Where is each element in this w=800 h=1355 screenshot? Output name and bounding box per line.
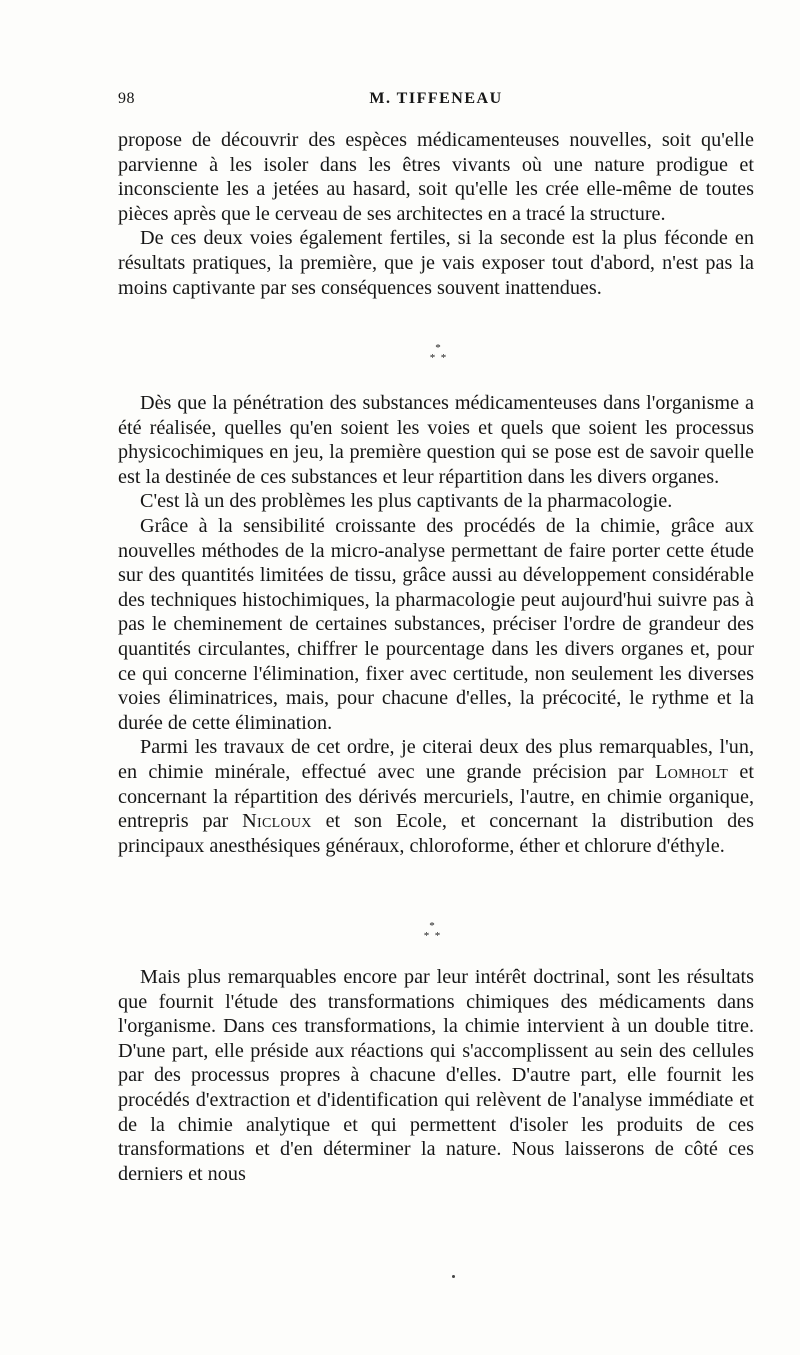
paragraph: C'est là un des problèmes les plus captivants de la pharmacologie. xyxy=(140,490,673,513)
section-transformations xyxy=(118,965,754,1186)
paragraph: propose de découvrir des espèces médicamenteuses nouvelles, soit qu'elle parvienne à les isoler dans les êtres vivants où une nature prodigue et inconsciente les a jetées au hasard, soit qu'elle les crée elle-même de toutes pièces après que le cerveau de ses architectes en a tracé la structure. xyxy=(118,129,754,225)
print-speck xyxy=(452,1275,455,1278)
running-head: M. TIFFENEAU xyxy=(369,90,503,107)
paragraph: Grâce à la sensibilité croissante des procédés de la chimie, grâce aux nouvelles méthodes de la micro-analyse permettant de faire porter cette étude sur des quantités limitées de tissu, grâce aussi au développement considérable des techniques histochimiques, la pharmacologie peut aujourd'hui suivre pas à pas le cheminement de certaines substances, préciser l'ordre de grandeur des quantités circulantes, chiffrer le pourcentage dans les divers organes et, pour ce qui concerne l'élimination, fixer avec certitude, non seulement les diverses voies éliminatrices, mais, pour chacune d'elles, la précocité, le rythme et la durée de cette élimination. xyxy=(118,514,754,734)
section-separator: * * * xyxy=(429,342,447,364)
text-run: et concernant la répartition des dérivés mercuriels, l'autre, en chimie organique, entrepris par xyxy=(118,760,754,833)
paragraph: De ces deux voies également fertiles, si la seconde est la plus féconde en résultats pratiques, la première, que je vais exposer tout d'abord, n'est pas la moins captivante par ses conséquences souvent inattendues. xyxy=(118,227,754,299)
text-run: Parmi les travaux de cet ordre, je citerai deux des plus remarquables, l'un, en chimie minérale, effectué avec une grande précision par xyxy=(118,736,754,783)
section-intro xyxy=(118,128,754,300)
section-separator: * * * xyxy=(423,920,441,942)
section-distribution xyxy=(118,391,754,858)
text-run: et son Ecole, et concernant la distribution des principaux anesthésiques généraux, chloroforme, éther et chlorure d'éthyle. xyxy=(118,810,754,857)
paragraph xyxy=(118,735,754,858)
author-name: Nicloux xyxy=(242,810,312,833)
paragraph: Dès que la pénétration des substances médicamenteuses dans l'organisme a été réalisée, quelles qu'en soient les voies et quels que soient les processus physicochimiques en jeu, la première question qui se pose est de savoir quelle est la destinée de ces substances et leur répartition dans les divers organes. xyxy=(118,392,754,488)
page-number: 98 xyxy=(118,90,135,107)
paragraph: Mais plus remarquables encore par leur intérêt doctrinal, sont les résultats que fournit l'étude des transformations chimiques des médicaments dans l'organisme. Dans ces transformations, la chimie intervient à un double titre. D'une part, elle préside aux réactions qui s'accomplissent au sein des cellules par des processus propres à chacune d'elles. D'autre part, elle fournit les procédés d'extraction et d'identification qui relèvent de l'analyse immédiate et de la chimie analytique et qui permettent d'isoler les produits de ces transformations et d'en déterminer la nature. Nous laisserons de côté ces derniers et nous xyxy=(118,966,754,1185)
author-name: Lomholt xyxy=(655,760,729,783)
page-header xyxy=(118,90,754,114)
